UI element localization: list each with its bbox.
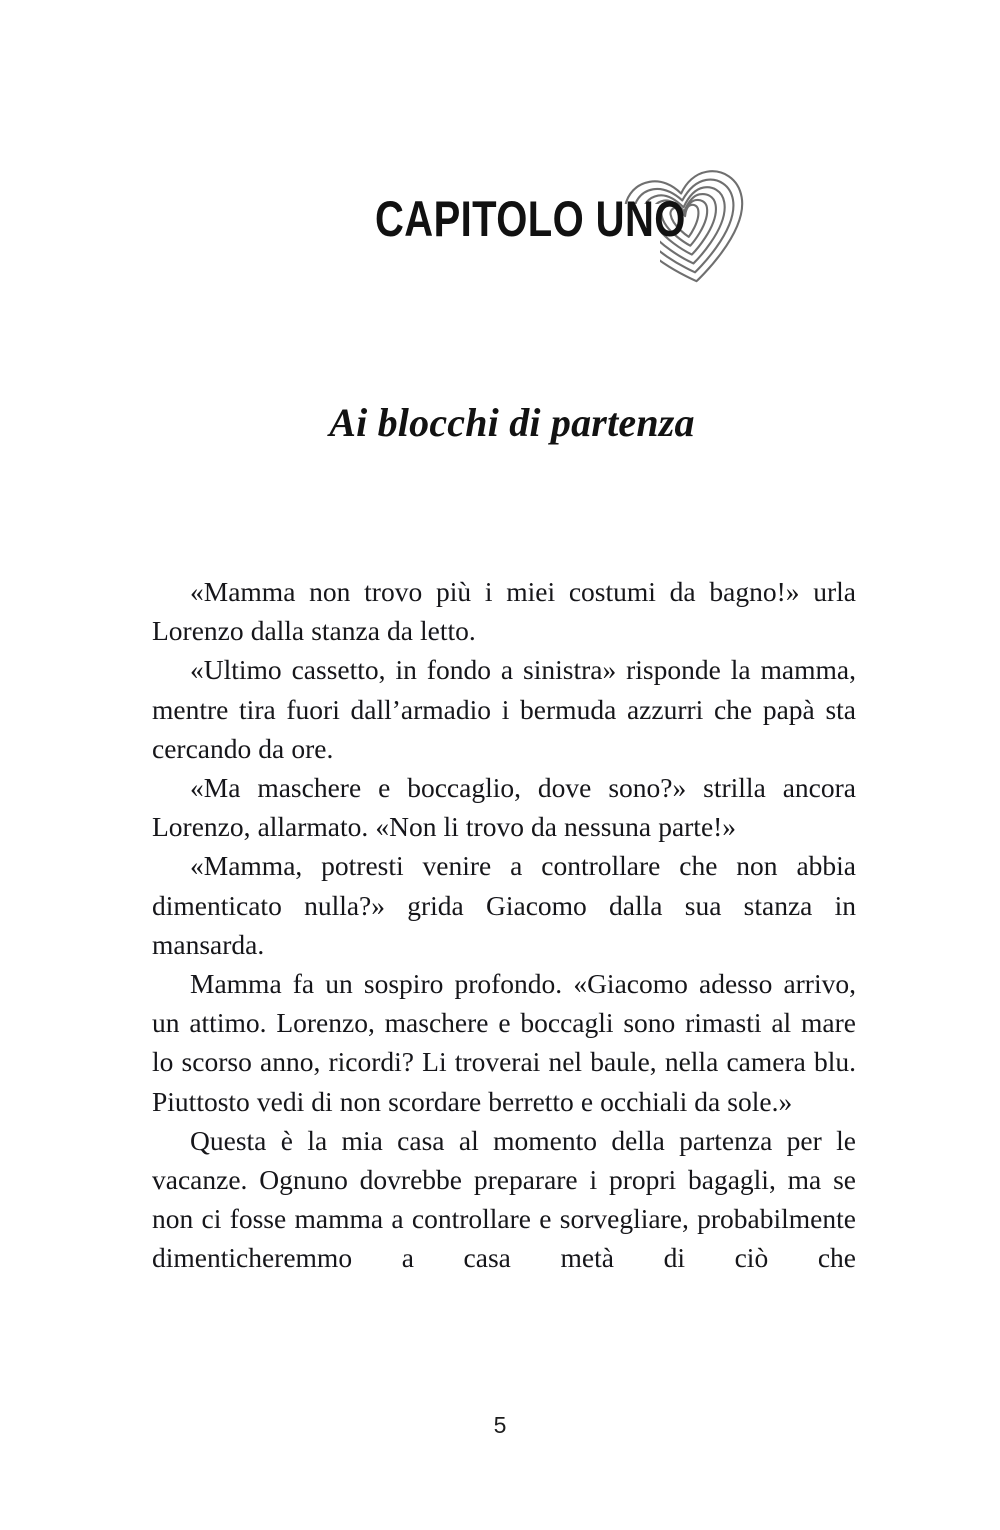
paragraph: Mamma fa un sospiro profondo. «Giacomo adesso arrivo, un attimo. Lorenzo, maschere e boccagli sono rimasti al mare lo scorso anno, ricordi? Li troverai nel baule, nella camera blu. Piuttosto vedi di non scordare berretto e occhiali da sole.» xyxy=(152,968,856,1117)
section-title: Ai blocchi di partenza xyxy=(329,400,695,445)
paragraph: Questa è la mia casa al momento della partenza per le vacanze. Ognuno dovrebbe preparare i propri bagagli, ma se non ci fosse mamma a controllare e sorvegliare, probabilmente dimenticheremmo a casa metà di ciò che xyxy=(152,1124,856,1274)
paragraph: «Ma maschere e boccaglio, dove sono?» strilla ancora Lorenzo, allarmato. «Non li trovo da nessuna parte!» xyxy=(152,772,856,843)
paragraph: «Mamma non trovo più i miei costumi da bagno!» urla Lorenzo dalla stanza da letto. xyxy=(152,576,856,647)
chapter-heading xyxy=(0,158,1000,298)
body-text xyxy=(152,572,856,1278)
page-number: 5 xyxy=(493,1412,507,1438)
paragraph: «Mamma, potresti venire a controllare che non abbia dimenticato nulla?» grida Giacomo dalla sua stanza in mansarda. xyxy=(152,850,856,960)
paragraph: «Ultimo cassetto, in fondo a sinistra» risponde la mamma, mentre tira fuori dall’armadio i bermuda azzurri che papà sta cercando da ore. xyxy=(152,654,856,764)
chapter-label: CAPITOLO UNO xyxy=(375,191,686,247)
